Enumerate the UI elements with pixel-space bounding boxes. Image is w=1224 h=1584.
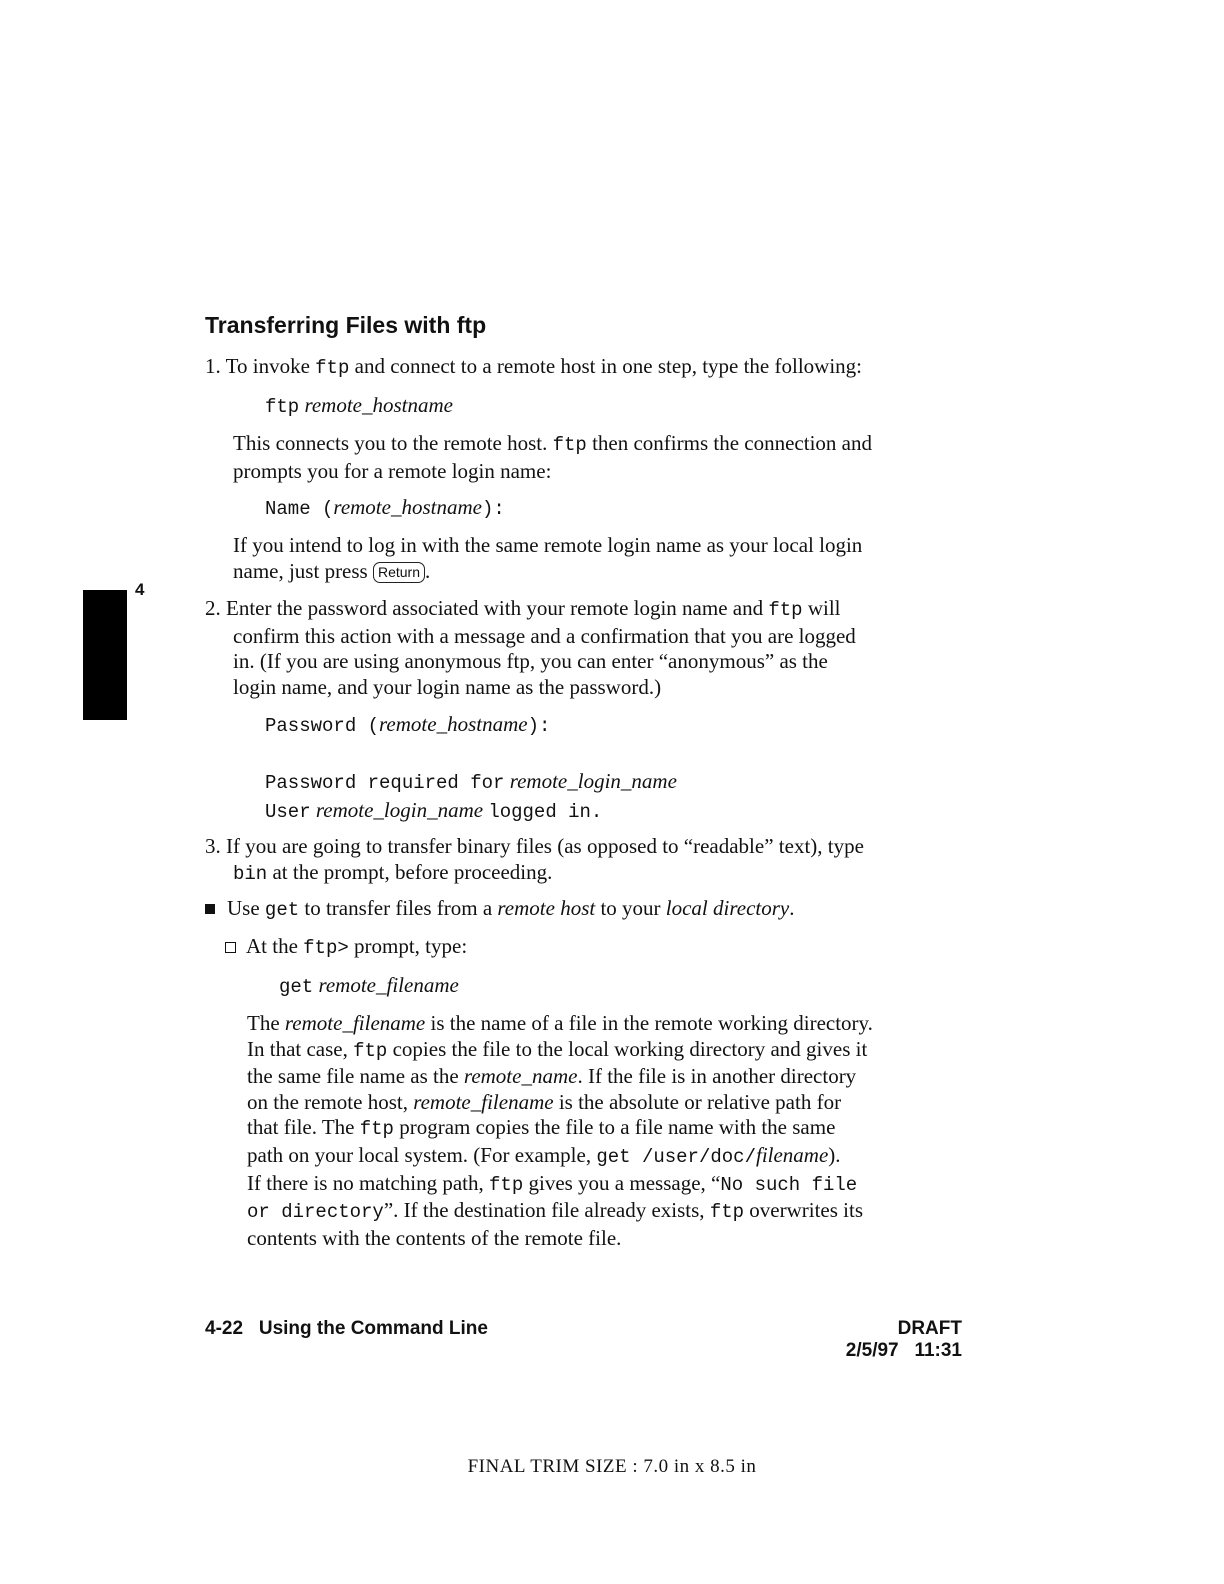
- step-3: [205, 834, 864, 887]
- text: and connect to a remote host in one step, type the following:: [354, 354, 862, 378]
- text: in. (If you are using anonymous ftp, you can enter “anonymous” as the: [233, 649, 828, 674]
- draft-label: DRAFT: [897, 1318, 962, 1339]
- argument: remote_login_name: [315, 798, 484, 823]
- text: If there is no matching path,: [247, 1170, 484, 1195]
- text: path on your local system. (For example,: [247, 1142, 592, 1167]
- code: ftp: [768, 599, 803, 621]
- chapter-tab-number: 4: [135, 580, 145, 599]
- text: ”. If the destination file already exists,: [383, 1198, 705, 1223]
- code: ftp: [489, 1173, 524, 1196]
- code: ftp: [353, 1039, 388, 1062]
- command-ftp: [265, 393, 453, 421]
- text: gives you a message, “: [528, 1170, 721, 1195]
- code: ftp>: [303, 937, 349, 959]
- code: ftp: [709, 1201, 745, 1224]
- text: login name, and your login name as the password.): [233, 674, 662, 699]
- code: ftp: [552, 434, 587, 456]
- text: This connects you to the remote host.: [233, 431, 548, 455]
- text: then confirms the connection and: [592, 431, 872, 455]
- text: If you are going to transfer binary files (as opposed to “readable” text), type: [226, 834, 864, 858]
- code: or directory: [247, 1201, 384, 1224]
- hollow-square-bullet-icon: [225, 942, 236, 953]
- text: .: [425, 558, 431, 583]
- text: is the absolute or relative path for: [558, 1089, 842, 1114]
- trim-size-note: FINAL TRIM SIZE : 7.0 in x 8.5 in: [467, 1456, 757, 1477]
- text: If you intend to log in with the same remote login name as your local login: [233, 533, 863, 557]
- code: get: [264, 899, 300, 921]
- code: logged in.: [488, 801, 603, 824]
- return-key-icon: Return: [373, 562, 425, 583]
- emphasis: remote_filename: [284, 1011, 426, 1035]
- bullet-at-prompt: [225, 934, 467, 962]
- footer-page-label: 4-22 Using the Command Line: [205, 1318, 488, 1339]
- text: overwrites its: [749, 1198, 864, 1223]
- text: At the: [246, 934, 298, 958]
- argument: remote_login_name: [509, 768, 677, 793]
- code: ):: [527, 715, 551, 737]
- text: ).: [828, 1142, 841, 1167]
- text: Use: [227, 896, 260, 920]
- code: User: [265, 801, 311, 824]
- bullet-use-get: [205, 896, 794, 924]
- argument: remote_hostname: [333, 495, 482, 519]
- text: confirm this action with a message and a confirmation that you are logged: [233, 623, 856, 648]
- filled-square-bullet-icon: [205, 904, 215, 914]
- text: prompt, type:: [354, 934, 468, 958]
- text: The: [247, 1011, 280, 1035]
- code: ftp: [315, 357, 350, 379]
- code: ftp: [359, 1118, 394, 1141]
- code: Password required for: [265, 771, 505, 794]
- code: get: [279, 976, 314, 998]
- text: .: [789, 896, 795, 920]
- code: ):: [481, 498, 505, 520]
- code: get /user/doc/: [596, 1145, 756, 1168]
- text: name, just press: [233, 558, 368, 583]
- text: is the name of a file in the remote working directory.: [430, 1011, 873, 1035]
- text: prompts you for a remote login name:: [233, 458, 552, 483]
- text: the same file name as the: [247, 1064, 459, 1089]
- text: To invoke: [225, 354, 310, 378]
- paragraph-login: [233, 533, 862, 584]
- paragraph-remote-filename: [247, 1011, 873, 1251]
- text: . If the file is in another directory: [577, 1064, 857, 1089]
- step-number: 1.: [205, 354, 221, 378]
- command-get: [279, 973, 459, 1001]
- command-name-prompt: [265, 495, 505, 523]
- emphasis: filename: [755, 1142, 829, 1167]
- code: No such file: [720, 1173, 858, 1196]
- text: Enter the password associated with your remote login name and: [226, 596, 764, 620]
- step-number: 2.: [205, 596, 221, 620]
- text: that file. The: [247, 1115, 355, 1140]
- text: will: [807, 596, 841, 620]
- text: In that case,: [247, 1036, 348, 1061]
- page-title: Transferring Files with ftp: [205, 312, 487, 338]
- text: program copies the file to a file name with the same: [399, 1115, 836, 1140]
- text: contents with the contents of the remote file.: [247, 1225, 622, 1250]
- text: at the prompt, before proceeding.: [272, 859, 553, 884]
- draft-date: 2/5/97 11:31: [845, 1340, 962, 1361]
- argument: remote_hostname: [304, 393, 453, 417]
- text: on the remote host,: [247, 1089, 408, 1114]
- emphasis: remote host: [497, 896, 596, 920]
- argument: remote_filename: [318, 973, 459, 997]
- step-2: [205, 596, 856, 700]
- text: to your: [600, 896, 661, 920]
- code: ftp: [265, 396, 300, 418]
- code: Password (: [265, 715, 380, 737]
- code: Name (: [265, 498, 334, 520]
- step-number: 3.: [205, 834, 221, 858]
- paragraph-connect: [233, 431, 872, 484]
- step-1: [205, 354, 862, 382]
- emphasis: remote_filename: [413, 1089, 554, 1114]
- argument: remote_hostname: [379, 712, 528, 736]
- text: copies the file to the local working directory and gives it: [392, 1036, 868, 1061]
- emphasis: local directory: [665, 896, 790, 920]
- footer-draft-stamp: [846, 1318, 962, 1362]
- code: bin: [233, 862, 268, 885]
- text: to transfer files from a: [304, 896, 493, 920]
- chapter-tab-bar: [83, 590, 127, 720]
- emphasis: remote_name: [463, 1064, 578, 1089]
- command-password-block: [265, 712, 677, 826]
